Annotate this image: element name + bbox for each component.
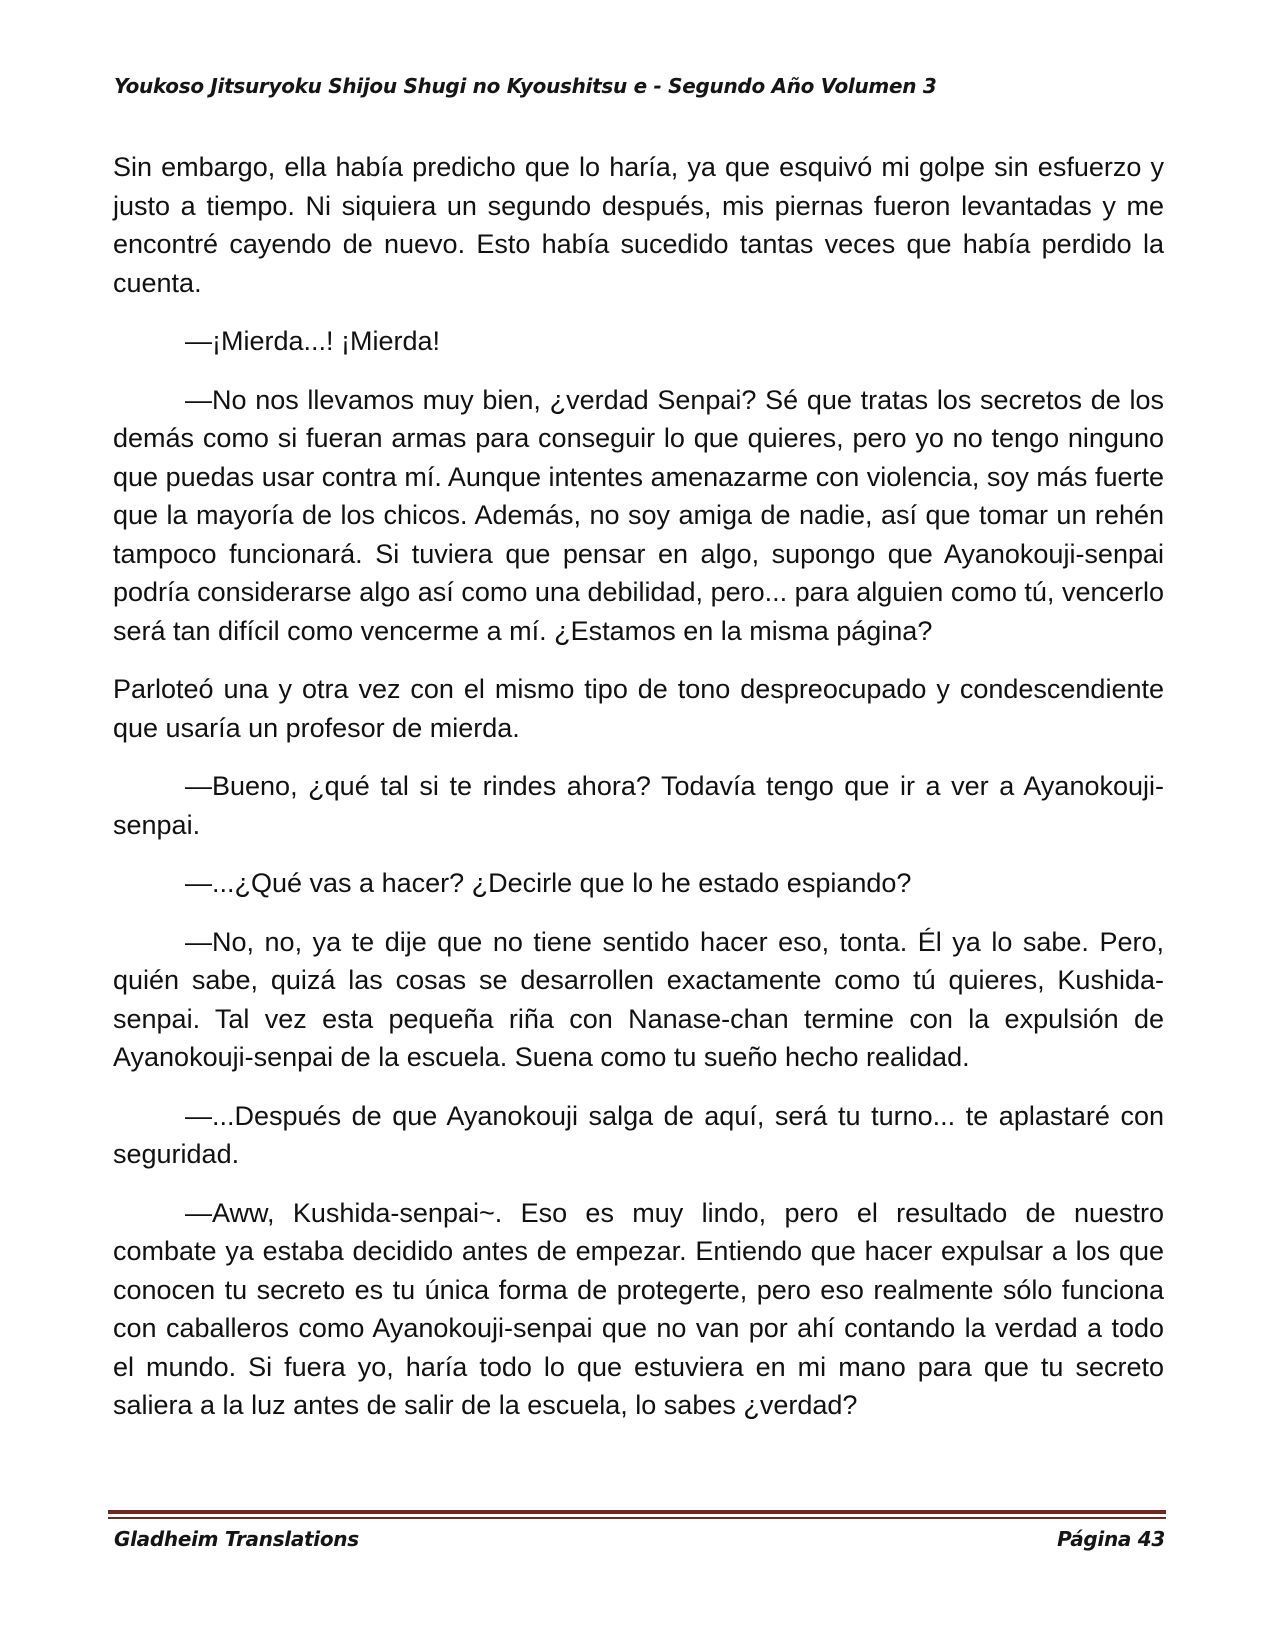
footer-divider xyxy=(108,1510,1166,1520)
paragraph-2: —¡Mierda...! ¡Mierda! xyxy=(185,326,441,356)
paragraph-3: —No nos llevamos muy bien, ¿verdad Senpai? Sé que tratas los secretos de los demás como si fueran armas para conseguir lo que quieres, pero yo no tengo ninguno que puedas usar contra mí. Aunque intentes amenazarme con violencia, soy más fuerte que la mayoría de los chicos. Además, no soy amiga de nadie, así que tomar un rehén tampoco funcionará. Si tuviera que pensar en algo, supongo que Ayanokouji-senpai podría considerarse algo así como una debilidad, pero... para alguien como tú, vencerlo será tan difícil como vencerme a mí. ¿Estamos en la misma página? xyxy=(113,384,1164,646)
paragraph-5: —Bueno, ¿qué tal si te rindes ahora? Todavía tengo que ir a ver a Ayanokouji-senpai. xyxy=(113,771,1164,840)
footer-page-number: Página 43 xyxy=(1057,1527,1165,1551)
paragraph-6: —...¿Qué vas a hacer? ¿Decirle que lo he estado espiando? xyxy=(185,868,912,898)
footer-translator-credit: Gladheim Translations xyxy=(114,1527,359,1551)
paragraph-7: —No, no, ya te dije que no tiene sentido hacer eso, tonta. Él ya lo sabe. Pero, quién sabe, quizá las cosas se desarrollen exactamente como tú quieres, Kushida-senpai. Tal vez esta pequeña riña con Nanase-chan termine con la expulsión de Ayanokouji-senpai de la escuela. Suena como tu sueño hecho realidad. xyxy=(113,926,1164,1072)
footer-divider-thick-line xyxy=(108,1510,1166,1514)
paragraph-9: —Aww, Kushida-senpai~. Eso es muy lindo, pero el resultado de nuestro combate ya estaba decidido antes de empezar. Entiendo que hacer expulsar a los que conocen tu secreto es tu única forma de protegerte, pero eso realmente sólo funciona con caballeros como Ayanokouji-senpai que no van por ahí contando la verdad a todo el mundo. Si fuera yo, haría todo lo que estuviera en mi mano para que tu secreto saliera a la luz antes de salir de la escuela, lo sabes ¿verdad? xyxy=(113,1197,1164,1420)
paragraph-8: —...Después de que Ayanokouji salga de aquí, será tu turno... te aplastaré con seguridad. xyxy=(113,1100,1164,1169)
paragraph-4: Parloteó una y otra vez con el mismo tipo de tono despreocupado y condescendiente que usaría un profesor de mierda. xyxy=(113,674,1164,743)
footer-divider-thin-line xyxy=(108,1517,1166,1519)
paragraph-1: Sin embargo, ella había predicho que lo haría, ya que esquivó mi golpe sin esfuerzo y justo a tiempo. Ni siquiera un segundo después, mis piernas fueron levantadas y me encontré cayendo de nuevo. Esto había sucedido tantas veces que había perdido la cuenta. xyxy=(113,152,1164,298)
page-header-title: Youkoso Jitsuryoku Shijou Shugi no Kyoushitsu e - Segundo Año Volumen 3 xyxy=(114,74,937,98)
document-body xyxy=(113,148,1164,1445)
